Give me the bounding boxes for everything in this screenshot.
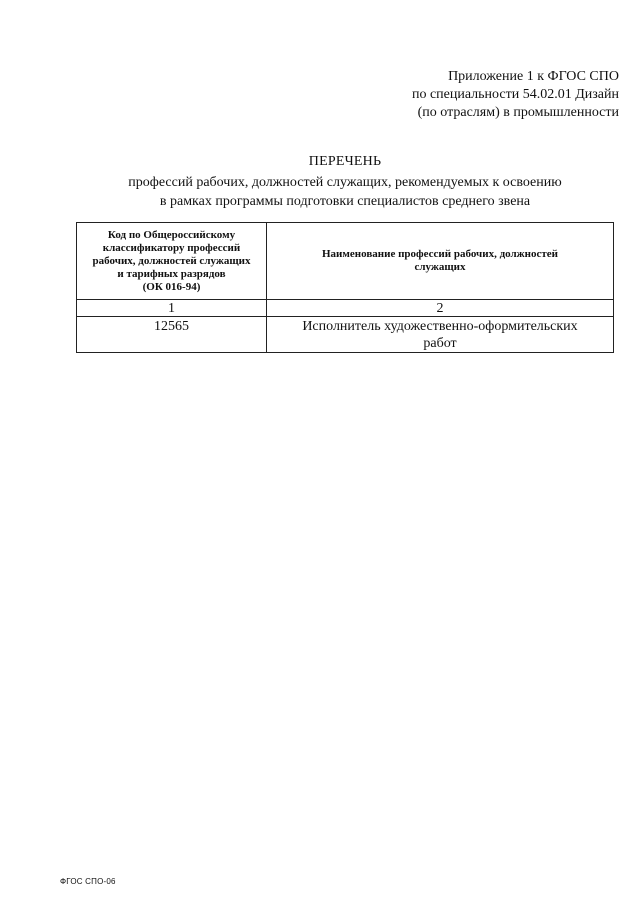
header-code-line: классификатору профессий (102, 241, 241, 254)
document-title: ПЕРЕЧЕНЬ (308, 154, 382, 169)
column-number: 2 (267, 300, 614, 317)
header-name (267, 223, 614, 300)
table-header-row (77, 223, 614, 300)
profession-name-line: работ (423, 335, 457, 351)
header-code-line: (ОК 016-94) (142, 280, 201, 293)
header-code-line: Код по Общероссийскому (107, 228, 236, 241)
table-row (77, 317, 614, 353)
profession-name (267, 317, 614, 353)
appendix-note (359, 68, 619, 122)
header-code-line: и тарифных разрядов (117, 267, 226, 280)
appendix-line-3: (по отраслям) в промышленности (417, 105, 619, 120)
header-code (77, 223, 267, 300)
document-subtitle (0, 173, 640, 211)
profession-name-line: Исполнитель художественно-оформительских (302, 318, 578, 334)
header-name-line: служащих (414, 261, 466, 273)
header-name-line: Наименование профессий рабочих, должностей (322, 248, 558, 260)
subtitle-line-2: в рамках программы подготовки специалистов среднего звена (159, 194, 531, 209)
appendix-line-2: по специальности 54.02.01 Дизайн (411, 87, 619, 102)
profession-code: 12565 (77, 317, 267, 353)
subtitle-line-1: профессий рабочих, должностей служащих, рекомендуемых к освоению (128, 175, 562, 190)
column-number-row (77, 300, 614, 317)
header-code-line: рабочих, должностей служащих (92, 254, 251, 267)
appendix-line-1: Приложение 1 к ФГОС СПО (448, 69, 619, 84)
footer-code: ФГОС СПО-06 (60, 877, 116, 886)
professions-table (76, 222, 614, 353)
column-number: 1 (77, 300, 267, 317)
